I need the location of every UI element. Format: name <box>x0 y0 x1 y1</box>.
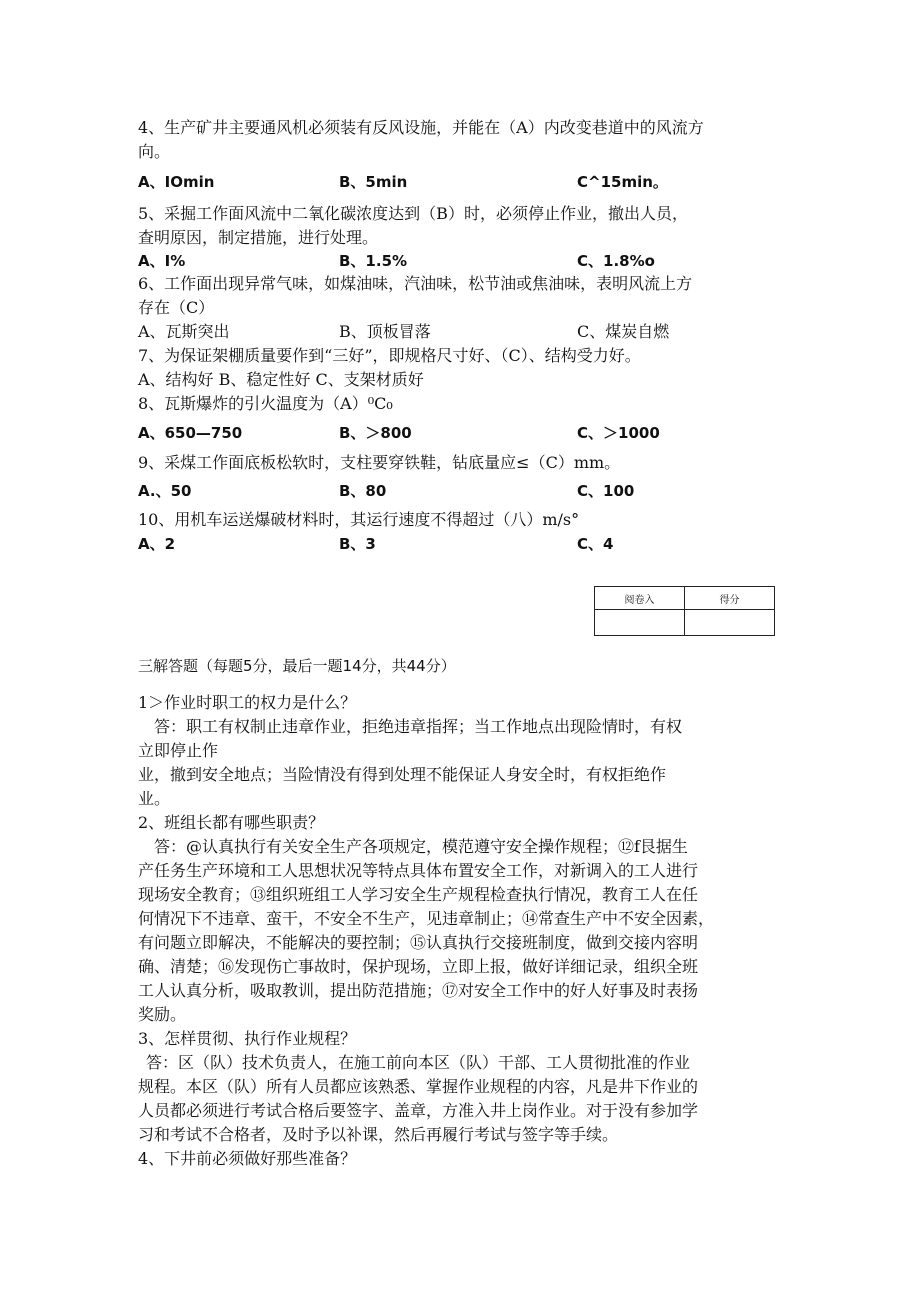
q7-options: A、结构好 B、稳定性好 C、支架材质好 <box>138 370 424 389</box>
reviewer-label: 阅卷入 <box>595 587 685 610</box>
answer-line: 确、清楚；⑯发现伤亡事故时，保护现场，立即上报，做好详细记录，组织全班 <box>138 957 699 976</box>
q5-line1: 5、采掘工作面风流中二氧化碳浓度达到（B）时，必须停止作业，撤出人员， <box>138 204 688 223</box>
answer-line: 业，撤到安全地点；当险情没有得到处理不能保证人身安全时，有权拒绝作 <box>138 765 667 784</box>
answer-line: 产任务生产环境和工人思想状况等特点具体布置安全工作，对新调入的工人进行 <box>138 861 699 880</box>
reviewer-value-cell[interactable] <box>595 610 685 636</box>
q6-option-a: A、瓦斯突出 <box>138 322 230 341</box>
answer-line: 工人认真分析，吸取教训，提出防范措施；⑰对安全工作中的好人好事及时表扬 <box>138 981 699 1000</box>
q4-line1: 4、生产矿井主要通风机必须装有反风设施，并能在（A）内改变巷道中的风流方 <box>138 118 704 137</box>
answer-line: 规程。本区（队）所有人员都应该熟悉、掌握作业规程的内容，凡是井下作业的 <box>138 1077 699 1096</box>
section-3-title: 三解答题（每题5分，最后一题14分，共44分） <box>138 657 456 675</box>
q10-option-c: C、4 <box>577 535 614 553</box>
q6-option-b: B、顶板冒落 <box>339 322 431 341</box>
q4-option-b: B、5min <box>339 173 408 191</box>
answer-line: 立即停止作 <box>138 741 219 760</box>
answer-line: 人员都必须进行考试合格后要签字、盖章，方准入井上岗作业。对于没有参加学 <box>138 1101 699 1120</box>
q4-option-c: C^15min。 <box>577 173 668 191</box>
q5-line2: 查明原因，制定措施，进行处理。 <box>138 228 379 247</box>
answer-line: 现场安全教育；⑬组织班组工人学习安全生产规程检查执行情况，教育工人在任 <box>138 885 699 904</box>
q10-line1: 10、用机车运送爆破材料时，其运行速度不得超过（八）m/s° <box>138 510 580 529</box>
answer-line: 答：区（队）技术负责人，在施工前向本区（队）干部、工人贯彻批准的作业 <box>146 1053 691 1072</box>
q9-option-c: C、100 <box>577 482 635 500</box>
answer-line: 答：@认真执行有关安全生产各项规定，模范遵守安全操作规程；⑫f艮据生 <box>138 837 688 856</box>
q8-line1: 8、瓦斯爆炸的引火温度为（A）⁰C₀ <box>138 394 393 413</box>
q8-option-b: B、＞800 <box>339 424 412 442</box>
answer-line: 有问题立即解决，不能解决的要控制；⑮认真执行交接班制度，做到交接内容明 <box>138 933 699 952</box>
q4-option-a: A、IOmin <box>138 173 215 191</box>
answer-line: 习和考试不合格者，及时予以补课，然后再履行考试与签字等手续。 <box>138 1125 619 1144</box>
q5-option-b: B、1.5% <box>339 252 408 270</box>
answer-line: 何情况下不违章、蛮干，不安全不生产，见违章制止；⑭常查生产中不安全因素， <box>138 909 715 928</box>
q10-option-b: B、3 <box>339 535 376 553</box>
answer-line: 答：职工有权制止违章作业，拒绝违章指挥；当工作地点出现险情时，有权 <box>138 717 683 736</box>
q6-line1: 6、工作面出现异常气味，如煤油味，汽油味，松节油或焦油味，表明风流上方 <box>138 274 693 293</box>
q5-option-c: C、1.8%o <box>577 252 655 270</box>
score-label: 得分 <box>685 587 775 610</box>
q9-option-b: B、80 <box>339 482 387 500</box>
answer-line: 3、怎样贯彻、执行作业规程？ <box>138 1029 357 1048</box>
q9-line1: 9、采煤工作面底板松软时，支柱要穿铁鞋，钻底量应≤（C）mm。 <box>138 453 621 472</box>
q10-option-a: A、2 <box>138 535 176 553</box>
q6-line2: 存在（C） <box>138 298 215 317</box>
q7-line1: 7、为保证架棚质量要作到“三好”，即规格尺寸好、（C）、结构受力好。 <box>138 346 641 365</box>
q9-option-a: A.、50 <box>138 482 192 500</box>
answer-line: 4、下井前必须做好那些准备？ <box>138 1149 357 1168</box>
answer-line: 2、班组长都有哪些职责？ <box>138 813 325 832</box>
q4-line2: 向。 <box>138 142 171 161</box>
score-table <box>594 586 775 636</box>
q5-option-a: A、I% <box>138 252 186 270</box>
answer-line: 业。 <box>138 789 171 808</box>
q8-option-a: A、650—750 <box>138 424 243 442</box>
q8-option-c: C、＞1000 <box>577 424 660 442</box>
answer-line: 1＞作业时职工的权力是什么？ <box>138 693 357 712</box>
answer-line: 奖励。 <box>138 1005 187 1024</box>
score-value-cell[interactable] <box>685 610 775 636</box>
q6-option-c: C、煤炭自燃 <box>577 322 670 341</box>
